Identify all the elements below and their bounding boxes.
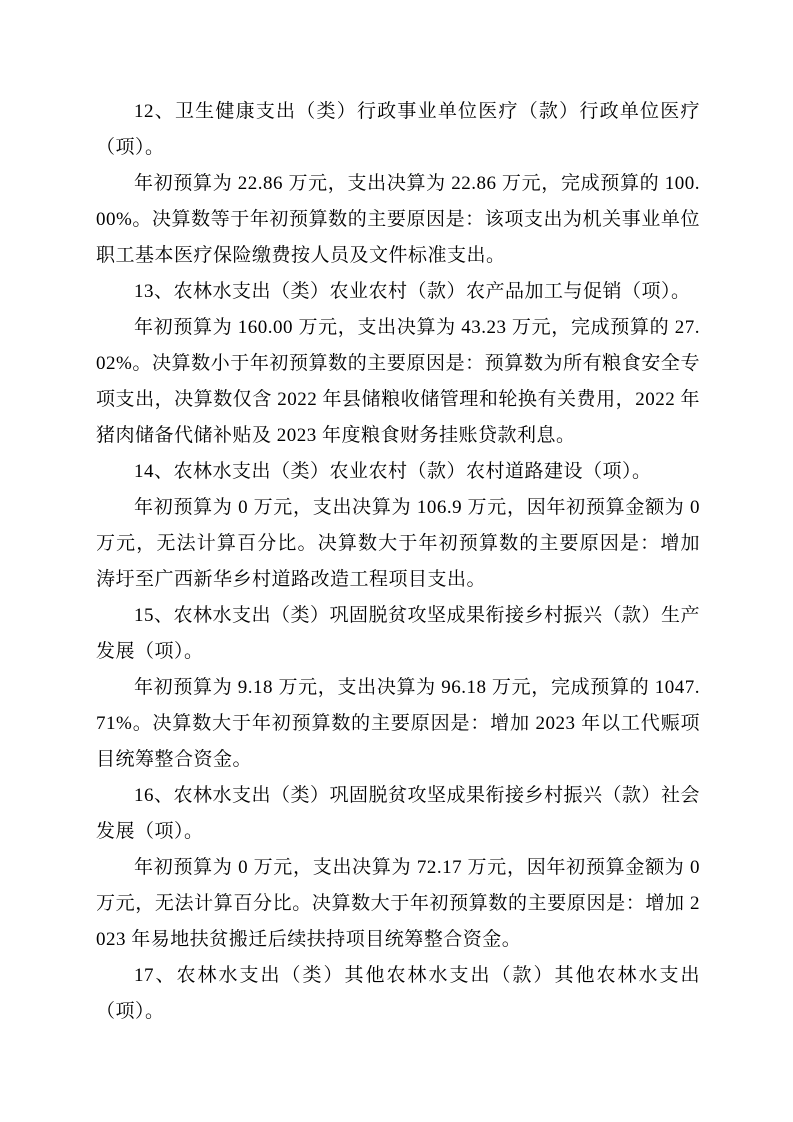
document-body [96, 94, 700, 1030]
paragraph: 年初预算为 0 万元，支出决算为 72.17 万元，因年初预算金额为 0 万元，无法计算百分比。决算数大于年初预算数的主要原因是：增加 2023 年易地扶贫搬迁后续扶持项目统筹整合资金。 [96, 857, 700, 950]
paragraph: 17、农林水支出（类）其他农林水支出（款）其他农林水支出（项）。 [96, 965, 700, 1022]
paragraph: 15、农林水支出（类）巩固脱贫攻坚成果衔接乡村振兴（款）生产发展（项）。 [96, 605, 701, 662]
paragraph: 年初预算为 0 万元，支出决算为 106.9 万元，因年初预算金额为 0 万元，无法计算百分比。决算数大于年初预算数的主要原因是：增加涛圩至广西新华乡村道路改造工程项目支出。 [96, 497, 700, 590]
paragraph: 年初预算为 22.86 万元，支出决算为 22.86 万元，完成预算的 100.00%。决算数等于年初预算数的主要原因是：该项支出为机关事业单位职工基本医疗保险缴费按人员及文件标准支出。 [96, 173, 700, 266]
paragraph: 16、农林水支出（类）巩固脱贫攻坚成果衔接乡村振兴（款）社会发展（项）。 [96, 785, 701, 842]
paragraph: 14、农林水支出（类）农业农村（款）农村道路建设（项）。 [134, 461, 652, 482]
paragraph: 年初预算为 160.00 万元，支出决算为 43.23 万元，完成预算的 27.02%。决算数小于年初预算数的主要原因是：预算数为所有粮食安全专项支出，决算数仅含 2022 年县储粮收储管理和轮换有关费用，2022 年猪肉储备代储补贴及 2023 年度粮食财务挂账贷款利息。 [96, 317, 700, 446]
paragraph: 年初预算为 9.18 万元，支出决算为 96.18 万元，完成预算的 1047.71%。决算数大于年初预算数的主要原因是：增加 2023 年以工代赈项目统筹整合资金。 [96, 677, 700, 770]
paragraph: 12、卫生健康支出（类）行政事业单位医疗（款）行政单位医疗（项）。 [96, 101, 700, 158]
paragraph: 13、农林水支出（类）农业农村（款）农产品加工与促销（项）。 [134, 281, 691, 302]
